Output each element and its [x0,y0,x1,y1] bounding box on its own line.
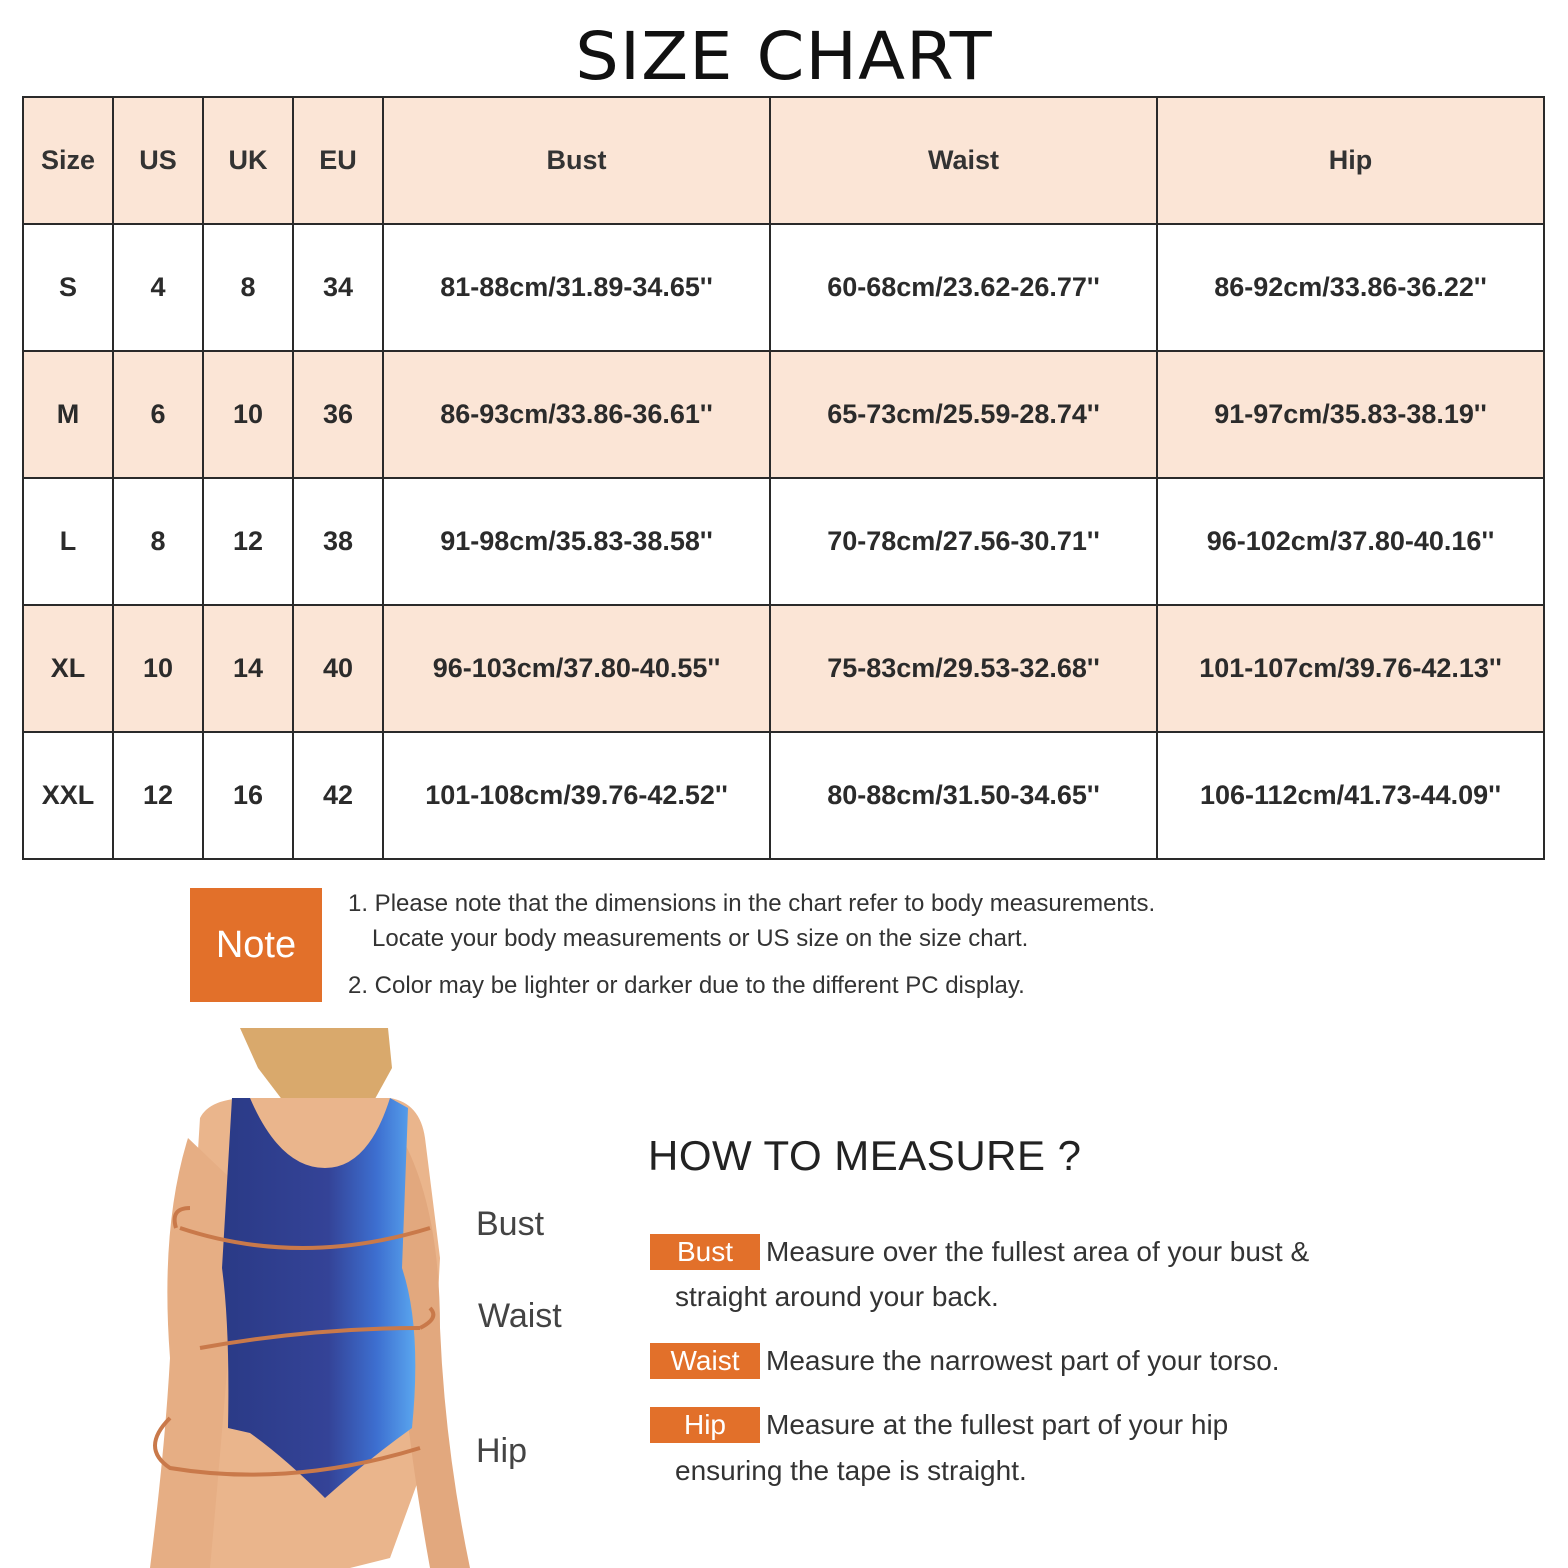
note-line-2: 2. Color may be lighter or darker due to the different PC display. [348,972,1025,999]
cell-bust: 91-98cm/35.83-38.58'' [383,478,770,605]
column-header-eu: EU [293,97,383,224]
cell-us: 12 [113,732,203,859]
cell-us: 4 [113,224,203,351]
cell-bust: 96-103cm/37.80-40.55'' [383,605,770,732]
cell-uk: 14 [203,605,293,732]
cell-waist: 80-88cm/31.50-34.65'' [770,732,1157,859]
table-row [23,478,1544,605]
cell-eu: 38 [293,478,383,605]
cell-eu: 34 [293,224,383,351]
cell-size: S [23,224,113,351]
cell-hip: 86-92cm/33.86-36.22'' [1157,224,1544,351]
waist-instruction: Measure the narrowest part of your torso. [766,1345,1280,1376]
cell-us: 10 [113,605,203,732]
cell-eu: 42 [293,732,383,859]
cell-uk: 10 [203,351,293,478]
bust-tag: Bust [650,1234,760,1270]
page-title: SIZE CHART [575,18,993,95]
note-badge: Note [190,888,322,1002]
cell-size: XXL [23,732,113,859]
cell-hip: 106-112cm/41.73-44.09'' [1157,732,1544,859]
cell-waist: 70-78cm/27.56-30.71'' [770,478,1157,605]
cell-waist: 75-83cm/29.53-32.68'' [770,605,1157,732]
figure-label-bust: Bust [476,1205,545,1243]
cell-bust: 81-88cm/31.89-34.65'' [383,224,770,351]
column-header-uk: UK [203,97,293,224]
cell-bust: 86-93cm/33.86-36.61'' [383,351,770,478]
cell-waist: 65-73cm/25.59-28.74'' [770,351,1157,478]
cell-uk: 12 [203,478,293,605]
column-header-bust: Bust [383,97,770,224]
column-header-hip: Hip [1157,97,1544,224]
note-line-1: 1. Please note that the dimensions in the chart refer to body measurements. [348,890,1156,917]
table-header-row [23,97,1544,224]
cell-hip: 101-107cm/39.76-42.13'' [1157,605,1544,732]
cell-us: 6 [113,351,203,478]
figure-label-waist: Waist [478,1297,562,1335]
table-row [23,605,1544,732]
column-header-us: US [113,97,203,224]
cell-uk: 16 [203,732,293,859]
cell-bust: 101-108cm/39.76-42.52'' [383,732,770,859]
hip-tag: Hip [650,1407,760,1443]
swimsuit-model-illustration [140,1028,480,1568]
waist-tag: Waist [650,1343,760,1379]
cell-size: L [23,478,113,605]
column-header-size: Size [23,97,113,224]
bust-instruction-line-2: straight around your back. [675,1281,999,1312]
bust-instruction-line-1: Measure over the fullest area of your bust & [766,1236,1310,1267]
cell-hip: 91-97cm/35.83-38.19'' [1157,351,1544,478]
hip-instruction-line-1: Measure at the fullest part of your hip [766,1409,1229,1440]
size-chart-table [22,96,1545,860]
cell-hip: 96-102cm/37.80-40.16'' [1157,478,1544,605]
table-row [23,732,1544,859]
how-to-measure-title: HOW TO MEASURE ? [648,1132,1082,1179]
cell-eu: 36 [293,351,383,478]
table-row [23,351,1544,478]
cell-size: M [23,351,113,478]
column-header-waist: Waist [770,97,1157,224]
cell-uk: 8 [203,224,293,351]
cell-us: 8 [113,478,203,605]
cell-eu: 40 [293,605,383,732]
hip-instruction-line-2: ensuring the tape is straight. [675,1455,1027,1486]
figure-label-hip: Hip [476,1432,528,1470]
cell-size: XL [23,605,113,732]
note-line-1b: Locate your body measurements or US size on the size chart. [372,925,1029,952]
cell-waist: 60-68cm/23.62-26.77'' [770,224,1157,351]
table-row [23,224,1544,351]
